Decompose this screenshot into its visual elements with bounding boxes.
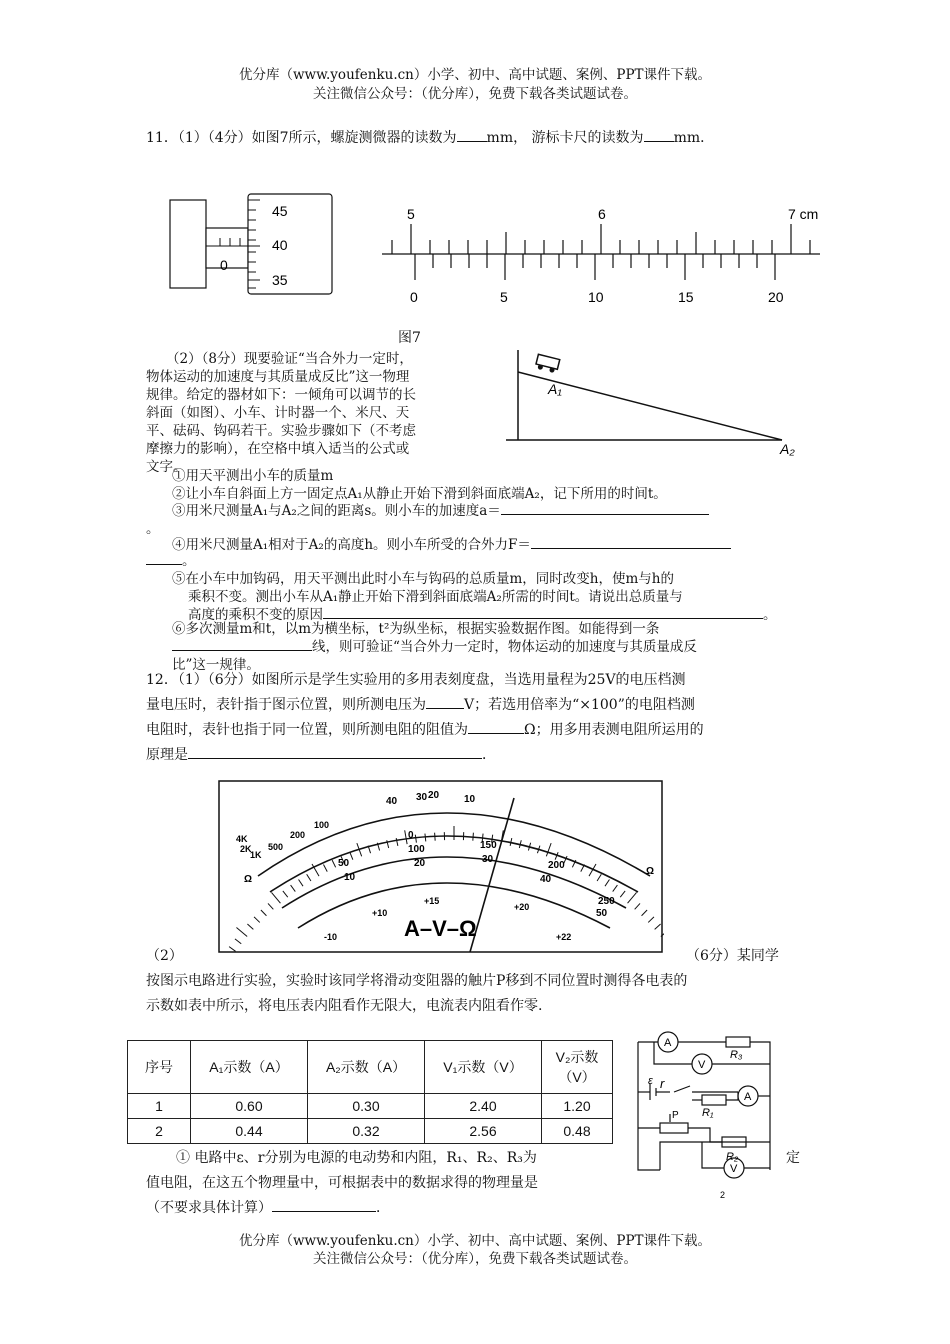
circuit-label-r: r — [660, 1076, 665, 1091]
caliper-vernier-label-0: 0 — [410, 289, 418, 305]
circuit-diagram — [630, 1030, 780, 1202]
caliper-main-ticks — [392, 224, 810, 254]
q11-step4-end-text: 。 — [182, 553, 196, 569]
dial-label: 20 — [428, 790, 440, 801]
dial-scale-label: 50 — [596, 908, 608, 919]
q11-step6 — [172, 620, 812, 674]
q11-part1-text-a: 11．（1）（4分）如图7所示，螺旋测微器的读数为 — [146, 130, 457, 146]
q12-part2-line3: 示数如表中所示，将电压表内阻看作无限大，电流表内阻看作零. — [146, 998, 543, 1014]
micrometer-label-0: 0 — [220, 257, 228, 273]
q11-step6-line3: 比”这一规律。 — [172, 657, 260, 673]
table-cell: 0.48 — [542, 1119, 613, 1144]
caliper-vernier-label-15: 15 — [678, 289, 694, 305]
q12-part1-line2-a: 量电压时，表针指于图示位置，则所测电压为 — [146, 697, 426, 713]
q11-step3-text: ③用米尺测量A₁与A₂之间的距离s。则小车的加速度a＝ — [172, 503, 501, 519]
q11-step1: ①用天平测出小车的质量m — [172, 468, 334, 484]
circuit-label-r3: R₃ — [730, 1049, 743, 1061]
q12-part2-left: （2） — [146, 948, 183, 964]
q11-step5-end: 。 — [763, 607, 777, 623]
incline-label-a2: A₂ — [780, 441, 795, 457]
dial-label: 40 — [386, 796, 398, 807]
table-header-cell: V₂示数（V） — [542, 1041, 613, 1094]
dial-scale-label: 250 — [598, 896, 615, 907]
table-cell: 0.30 — [308, 1094, 425, 1119]
dial-tick — [473, 833, 474, 841]
q11-step3-end: 。 — [146, 521, 160, 537]
header-line-2: 关注微信公众号：（优分库），免费下载各类试题试卷。 — [313, 86, 637, 102]
dial-label: 4K — [236, 834, 248, 844]
dial-label: 100 — [314, 820, 330, 830]
q11-part2-line: （2）（8分）现要验证“当合外力一定时， — [166, 351, 413, 367]
circuit-label-emf: ε — [648, 1075, 653, 1087]
q11-part2-line: 文字。 — [146, 459, 187, 475]
q12-part1-line4-a: 原理是 — [146, 747, 188, 763]
dial-label: 1K — [250, 850, 262, 860]
table-cell: 0.44 — [191, 1119, 308, 1144]
circuit-label-a1: A — [744, 1091, 752, 1103]
caliper-vernier-label-5: 5 — [500, 289, 508, 305]
micrometer-label-35: 35 — [272, 272, 288, 288]
q11-blank-caliper[interactable] — [644, 141, 674, 142]
incline-figure — [500, 348, 810, 460]
q12-sub1-line3-a: （不要求具体计算） — [146, 1200, 272, 1216]
q11-part1-text-b: mm， 游标卡尺的读数为 — [486, 130, 644, 146]
caliper-vernier-label-20: 20 — [768, 289, 784, 305]
table-header-cell: V₁示数（V） — [425, 1041, 542, 1094]
micrometer-label-40: 40 — [272, 237, 288, 253]
caliper-vernier-ticks — [415, 254, 775, 280]
q11-step4-end — [146, 552, 196, 570]
dial-scale-label: 50 — [338, 858, 350, 869]
q11-blank-force[interactable] — [531, 548, 731, 549]
q12-blank-resistance[interactable] — [468, 733, 524, 734]
q12-part1-line2 — [146, 693, 816, 718]
q12-sub1-line1: ① 电路中ε、r分别为电源的电动势和内阻，R₁、R₂、R₃为 — [176, 1150, 537, 1166]
dial-label: 200 — [290, 830, 306, 840]
incline-label-a1: A₁ — [548, 381, 562, 397]
dial-scale-label: 150 — [480, 840, 497, 851]
dial-label: 30 — [416, 792, 428, 803]
multimeter-dial-figure — [218, 780, 664, 954]
dial-scale-label: 0 — [408, 830, 414, 841]
dial-db-label: -10 — [324, 932, 338, 942]
meter-readings-table — [127, 1040, 613, 1144]
q11-step5 — [172, 570, 812, 624]
q12-sub1-line2: 值电阻，在这五个物理量中，可根据表中的数据求得的物理量是 — [146, 1175, 538, 1191]
q12-part1-line3 — [146, 718, 816, 743]
circuit-label-v1: V — [698, 1059, 706, 1071]
q12-sub1-side: 定 — [786, 1150, 800, 1166]
q12-sub1-line3-b: ． — [376, 1200, 390, 1216]
q11-step4 — [172, 536, 822, 554]
q12-part1-line3-b: Ω；用多用表测电阻所运用的 — [524, 722, 704, 738]
q11-blank-micrometer[interactable] — [457, 141, 487, 142]
table-header-row — [128, 1041, 613, 1094]
table-row — [128, 1094, 613, 1119]
q11-step6-line2-text: 线，则可验证“当合外力一定时，物体运动的加速度与其质量成反 — [312, 639, 697, 655]
q12-part1-line4 — [146, 743, 816, 768]
q12-blank-principle[interactable] — [188, 758, 482, 759]
footer-line-2: 关注微信公众号：（优分库），免费下载各类试题试卷。 — [313, 1251, 637, 1267]
table-cell: 2.56 — [425, 1119, 542, 1144]
q11-part2-intro — [146, 350, 496, 476]
table-cell: 1.20 — [542, 1094, 613, 1119]
circuit-label-r1: R₁ — [702, 1107, 714, 1119]
q11-step4-text: ④用米尺测量A₁相对于A₂的高度h。则小车所受的合外力F＝ — [172, 537, 531, 553]
q11-blank-acceleration[interactable] — [501, 514, 709, 515]
dial-label: 500 — [268, 842, 284, 852]
circuit-label-r2: R₂ — [726, 1151, 739, 1163]
q11-step5-line2: 乘积不变。测出小车从A₁静止开始下滑到斜面底端A₂所需的时间t。请说出总质量与 — [188, 589, 683, 605]
table-cell: 0.60 — [191, 1094, 308, 1119]
q11-part1 — [146, 126, 714, 151]
dial-db-label: +10 — [372, 908, 388, 918]
q12-part1-line4-b: ． — [482, 747, 496, 763]
caliper-main-label-5: 5 — [407, 206, 415, 222]
vernier-caliper-figure — [380, 202, 830, 312]
dial-center-text: A–V–Ω — [404, 916, 477, 941]
q11-part2-line: 平、砝码、钩码若干。实验步骤如下（不考虑 — [146, 423, 416, 439]
dial-scale-label: 100 — [408, 844, 425, 855]
q11-blank-reason[interactable] — [323, 618, 763, 619]
micrometer-label-45: 45 — [272, 203, 288, 219]
cart-icon — [535, 354, 560, 373]
circuit-label-2: 2 — [720, 1190, 726, 1200]
dial-scale-label: 20 — [414, 858, 426, 869]
footer-line-1: 优分库（www.youfenku.cn）小学、初中、高中试题、案例、PPT课件下载。 — [238, 1233, 712, 1249]
table-row — [128, 1119, 613, 1144]
q11-step5-line1: ⑤在小车中加钩码，用天平测出此时小车与钩码的总质量m，同时改变h，使m与h的 — [172, 571, 674, 587]
dial-label: 2K — [240, 844, 252, 854]
q12-part2-right: （6分）某同学 — [686, 948, 779, 964]
header-line-1: 优分库（www.youfenku.cn）小学、初中、高中试题、案例、PPT课件下载。 — [238, 67, 712, 83]
micrometer-figure — [160, 188, 340, 300]
dial-db-label: +20 — [514, 902, 530, 912]
q11-step5-line3-text: 高度的乘积不变的原因 — [188, 607, 323, 623]
table-cell: 2.40 — [425, 1094, 542, 1119]
q11-blank-force-cont[interactable] — [146, 564, 182, 565]
dial-scale-label: 30 — [482, 854, 494, 865]
q12-part2-line2: 按图示电路进行实验，实验时该同学将滑动变阻器的触片P移到不同位置时测得各电表的 — [146, 973, 688, 989]
table-header-cell: A₂示数（A） — [308, 1041, 425, 1094]
q11-blank-line-type[interactable] — [172, 650, 312, 651]
table-cell: 0.32 — [308, 1119, 425, 1144]
caliper-main-label-7cm: 7 cm — [788, 206, 819, 222]
q11-step2: ②让小车自斜面上方一固定点A₁从静止开始下滑到斜面底端A₂，记下所用的时间t。 — [172, 486, 667, 502]
q11-part1-text-c: mm． — [673, 130, 715, 146]
table-cell: 1 — [128, 1094, 191, 1119]
q12-part1 — [146, 668, 816, 768]
dial-tick — [435, 833, 436, 841]
circuit-label-v2: V — [730, 1163, 738, 1175]
q12-sub1-line3 — [146, 1196, 390, 1221]
q12-part1-line2-b: V；若选用倍率为“×100”的电阻档测 — [464, 697, 695, 713]
caliper-main-label-6: 6 — [598, 206, 606, 222]
dial-scale-label: 200 — [548, 860, 565, 871]
circuit-label-a2: A — [664, 1037, 672, 1049]
q11-part2-line: 规律。给定的器材如下：一倾角可以调节的长 — [146, 387, 416, 403]
q11-step6-line1: ⑥多次测量m和t，以m为横坐标，t²为纵坐标，根据实验数据作图。如能得到一条 — [172, 621, 660, 637]
q11-part2-line: 摩擦力的影响），在空格中填入适当的公式或 — [146, 441, 410, 457]
caliper-vernier-label-10: 10 — [588, 289, 604, 305]
q12-blank-quantities[interactable] — [272, 1211, 376, 1212]
q11-part2-line: 斜面（如图）、小车、计时器一个、米尺、天 — [146, 405, 410, 421]
dial-label: 10 — [464, 794, 476, 805]
dial-db-label: +15 — [424, 896, 440, 906]
fig7-caption: 图7 — [398, 330, 421, 346]
q12-part1-line3-a: 电阻时，表针也指于同一位置，则所测电阻的阻值为 — [146, 722, 468, 738]
circuit-label-p: P — [672, 1110, 679, 1121]
dial-label: Ω — [646, 866, 655, 877]
q12-part1-line1: 12．（1）（6分）如图所示是学生实验用的多用表刻度盘，当选用量程为25V的电压档测 — [146, 672, 686, 688]
dial-scale-label: 40 — [540, 874, 552, 885]
dial-scale-label: 10 — [344, 872, 356, 883]
dial-label: Ω — [244, 874, 253, 885]
q11-part2-line: 物体运动的加速度与其质量成反比”这一物理 — [146, 369, 410, 385]
table-header-cell: 序号 — [128, 1041, 191, 1094]
dial-db-label: +22 — [556, 932, 572, 942]
q11-step6-line2 — [172, 638, 812, 656]
q12-blank-voltage[interactable] — [426, 708, 464, 709]
q11-step3 — [172, 502, 812, 520]
table-header-cell: A₁示数（A） — [191, 1041, 308, 1094]
table-cell: 2 — [128, 1119, 191, 1144]
